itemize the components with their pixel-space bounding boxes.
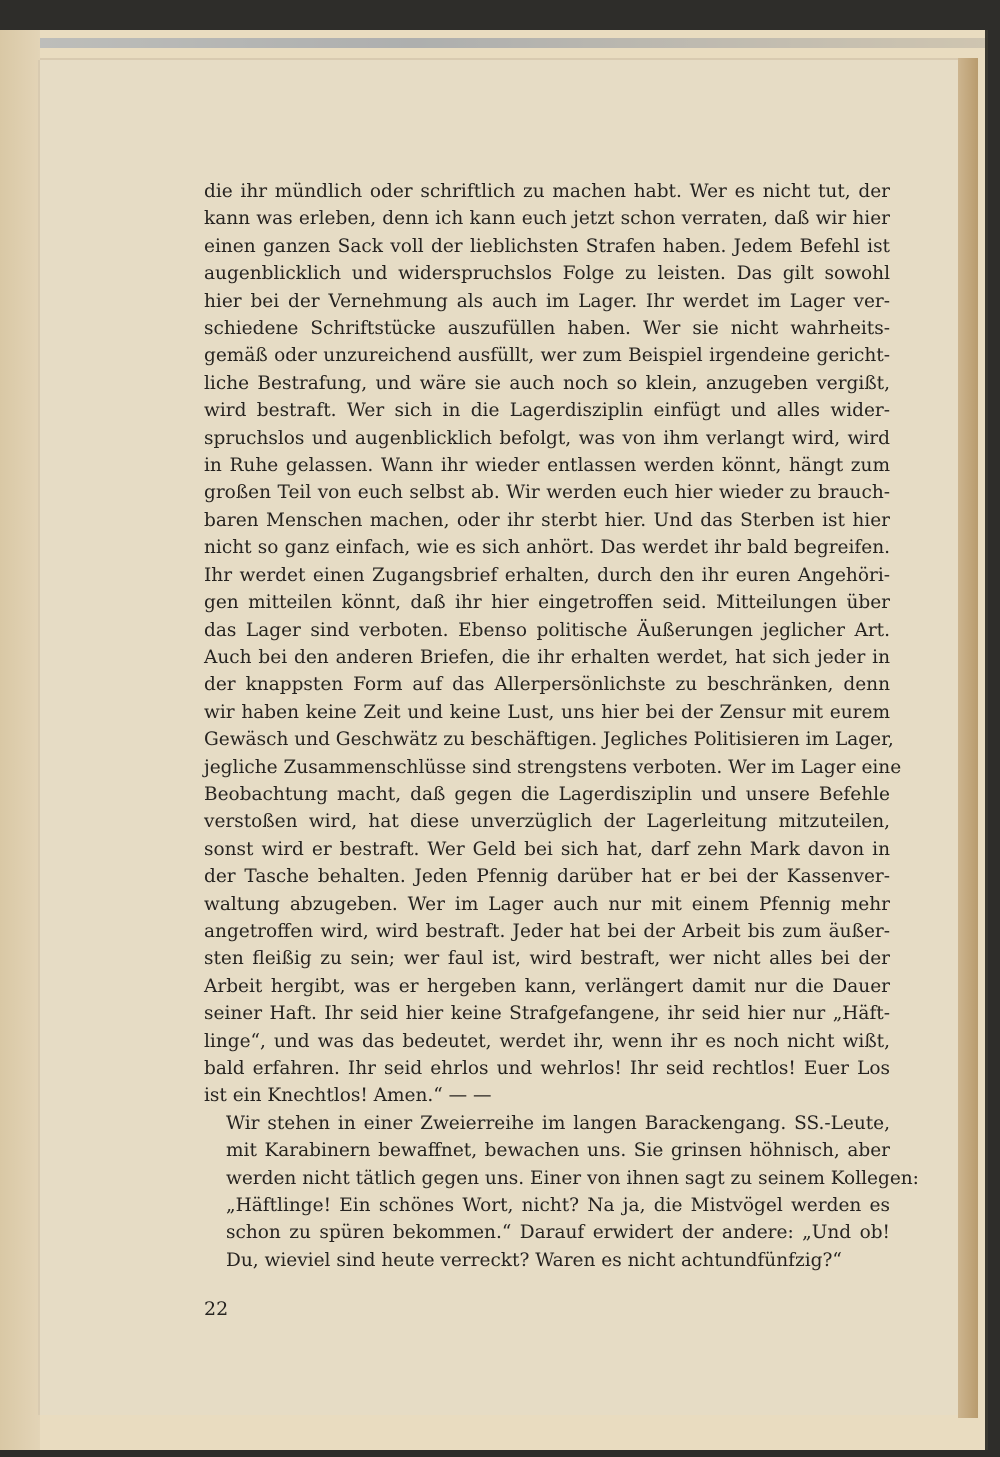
text-line: Auch bei den anderen Briefen, die ihr erhalten werdet, hat sich jeder in [204, 646, 890, 668]
text-line: in Ruhe gelassen. Wann ihr wieder entlassen werden könnt, hängt zum [204, 455, 890, 477]
paragraph-1 [204, 178, 902, 1110]
text-line: sonst wird er bestraft. Wer Geld bei sich hat, darf zehn Mark davon in [204, 838, 890, 860]
text-line: der knappsten Form auf das Allerpersönlichste zu beschränken, denn [204, 674, 890, 696]
text-line: kann was erleben, denn ich kann euch jetzt schon verraten, daß wir hier [204, 208, 890, 230]
right-page-edge [958, 58, 978, 1418]
text-line: mit Karabinern bewaffnet, bewachen uns. Sie grinsen höhnisch, aber [226, 1140, 890, 1162]
text-line: schon zu spüren bekommen.“ Darauf erwidert der andere: „Und ob! [226, 1222, 890, 1244]
text-line: werden nicht tätlich gegen uns. Einer von ihnen sagt zu seinem Kollegen: [226, 1167, 919, 1189]
text-line: Du, wieviel sind heute verreckt? Waren es nicht achtundfünfzig?“ [226, 1249, 842, 1271]
text-line: nicht so ganz einfach, wie es sich anhört. Das werdet ihr bald begreifen. [204, 537, 890, 559]
text-line: gen mitteilen könnt, daß ihr hier eingetroffen seid. Mitteilungen über [204, 592, 890, 614]
text-line: der Tasche behalten. Jeden Pfennig darüber hat er bei der Kassenver- [204, 866, 890, 888]
text-line: schiedene Schriftstücke auszufüllen haben. Wer sie nicht wahrheits- [204, 318, 890, 340]
text-line: wir haben keine Zeit und keine Lust, uns hier bei der Zensur mit eurem [204, 701, 890, 723]
text-line: die ihr mündlich oder schriftlich zu machen habt. Wer es nicht tut, der [204, 181, 890, 202]
text-line: Ihr werdet einen Zugangsbrief erhalten, durch den ihr euren Angehöri- [204, 564, 890, 586]
text-line: großen Teil von euch selbst ab. Wir werden euch hier wieder zu brauch- [204, 482, 890, 504]
text-line: linge“, und was das bedeutet, werdet ihr, wenn ihr es noch nicht wißt, [204, 1030, 890, 1052]
text-line: Wir stehen in einer Zweierreihe im langen Barackengang. SS.-Leute, [226, 1112, 890, 1134]
text-line: Gewäsch und Geschwätz zu beschäftigen. Jegliches Politisieren im Lager, [204, 729, 894, 751]
text-line: gemäß oder unzureichend ausfüllt, wer zum Beispiel irgendeine gericht- [204, 345, 890, 367]
text-line: seiner Haft. Ihr seid hier keine Strafgefangene, ihr seid hier nur „Häft- [204, 1003, 890, 1025]
text-line: liche Bestrafung, und wäre sie auch noch so klein, anzugeben vergißt, [204, 372, 890, 394]
text-line: ist ein Knechtlos! Amen.“ — — [204, 1085, 492, 1107]
text-line: verstoßen wird, hat diese unverzüglich der Lagerleitung mitzuteilen, [204, 811, 890, 833]
text-line: bald erfahren. Ihr seid ehrlos und wehrlos! Ihr seid rechtlos! Euer Los [204, 1058, 890, 1079]
text-line: Beobachtung macht, daß gegen die Lagerdisziplin und unsere Befehle [204, 783, 890, 805]
body-text [204, 178, 919, 1274]
text-line: jegliche Zusammenschlüsse sind strengstens verboten. Wer im Lager eine [204, 756, 902, 778]
text-line: waltung abzugeben. Wer im Lager auch nur mit einem Pfennig mehr [204, 893, 890, 915]
paragraph-2 [204, 1110, 919, 1274]
text-line: einen ganzen Sack voll der lieblichsten Strafen haben. Jedem Befehl ist [204, 235, 890, 257]
text-line: das Lager sind verboten. Ebenso politische Äußerungen jeglicher Art. [204, 619, 890, 641]
text-line: „Häftlinge! Ein schönes Wort, nicht? Na ja, die Mistvögel werden es [226, 1195, 890, 1217]
text-line: baren Menschen machen, oder ihr sterbt hier. Und das Sterben ist hier [204, 509, 890, 531]
text-line: spruchslos und augenblicklich befolgt, was von ihm verlangt wird, wird [204, 427, 890, 449]
text-line: sten fleißig zu sein; wer faul ist, wird bestraft, wer nicht alles bei der [204, 948, 890, 970]
page-number: 22 [204, 1298, 229, 1320]
page-edge-stripe [30, 38, 985, 48]
text-line: Arbeit hergibt, was er hergeben kann, verlängert damit nur die Dauer [204, 975, 890, 997]
text-line: hier bei der Vernehmung als auch im Lager. Ihr werdet im Lager ver- [204, 290, 890, 312]
left-page-edge [0, 30, 40, 1450]
text-line: angetroffen wird, wird bestraft. Jeder hat bei der Arbeit bis zum äußer- [204, 920, 890, 942]
text-line: augenblicklich und widerspruchslos Folge zu leisten. Das gilt sowohl [204, 263, 890, 285]
text-line: wird bestraft. Wer sich in die Lagerdisziplin einfügt und alles wider- [204, 400, 890, 422]
